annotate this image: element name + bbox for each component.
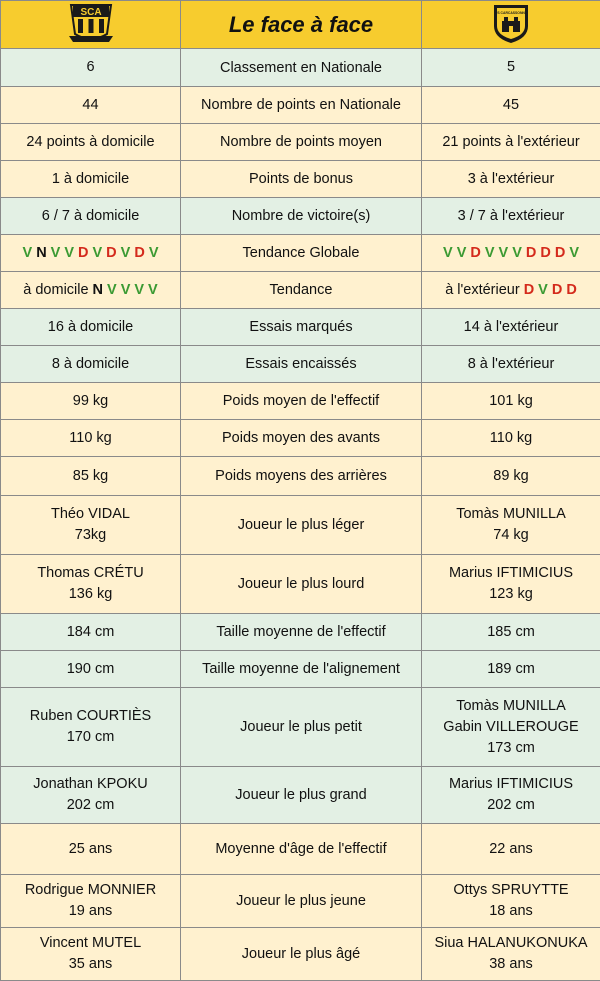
away-value: [422, 504, 600, 546]
home-value: [1, 839, 180, 860]
away-value-line: 110 kg: [490, 428, 532, 449]
home-value-line: 110 kg: [69, 428, 111, 449]
away-value: [422, 57, 600, 78]
stat-row: [1, 767, 600, 824]
away-value: [422, 622, 600, 643]
home-form: [1, 245, 180, 261]
away-cell: [422, 272, 600, 309]
form-prefix: à l'extérieur: [445, 282, 520, 298]
home-value-line: 25 ans: [69, 839, 113, 860]
home-value: [1, 317, 180, 338]
stat-row: [1, 346, 600, 383]
away-value: [422, 206, 600, 227]
home-value-line: 1 à domicile: [52, 169, 129, 190]
home-value: [1, 466, 180, 487]
form-result: V: [485, 245, 495, 261]
away-value-line: 3 / 7 à l'extérieur: [458, 206, 565, 227]
away-cell: [422, 124, 600, 161]
away-cell: [422, 87, 600, 124]
away-value-line: 8 à l'extérieur: [468, 354, 555, 375]
label-cell: [181, 161, 422, 198]
home-value-line: 44: [82, 95, 98, 116]
home-value: [1, 169, 180, 190]
away-value-line: 22 ans: [489, 839, 533, 860]
away-logo-cell: [422, 1, 600, 49]
label-cell: [181, 555, 422, 614]
form-result: N: [36, 245, 46, 261]
stat-row: [1, 875, 600, 928]
form-result: V: [121, 282, 131, 298]
home-value-line: 136 kg: [69, 584, 113, 605]
away-cell: [422, 383, 600, 420]
away-value-line: 5: [507, 57, 515, 78]
stat-label: Essais marqués: [181, 319, 421, 335]
stat-label: Taille moyenne de l'effectif: [181, 624, 421, 640]
form-result: V: [23, 245, 33, 261]
away-cell: [422, 614, 600, 651]
label-cell: [181, 198, 422, 235]
home-value: [1, 57, 180, 78]
page-title: Le face à face: [229, 12, 373, 37]
away-cell: [422, 235, 600, 272]
label-cell: [181, 457, 422, 496]
home-value-line: 24 points à domicile: [26, 132, 154, 153]
label-cell: [181, 87, 422, 124]
stat-label: Tendance Globale: [181, 245, 421, 261]
stat-row: [1, 161, 600, 198]
form-result: D: [540, 245, 550, 261]
stat-label: Tendance: [181, 282, 421, 298]
home-value-line: Vincent MUTEL: [40, 933, 141, 954]
home-value-line: 6: [86, 57, 94, 78]
stat-row: [1, 928, 600, 981]
away-value-line: 45: [503, 95, 519, 116]
away-value: [422, 659, 600, 680]
away-cell: [422, 161, 600, 198]
home-value-line: Jonathan KPOKU: [33, 774, 147, 795]
home-value-line: 99 kg: [73, 391, 108, 412]
stat-row: [1, 824, 600, 875]
away-value-line: 89 kg: [493, 466, 528, 487]
away-cell: [422, 457, 600, 496]
stat-row: [1, 272, 600, 309]
away-value: [422, 563, 600, 605]
home-cell: [1, 555, 181, 614]
home-cell: [1, 767, 181, 824]
form-result: V: [93, 245, 103, 261]
form-result: D: [552, 282, 562, 298]
form-result: V: [538, 282, 548, 298]
stat-row: [1, 651, 600, 688]
away-value-line: Marius IFTIMICIUS: [449, 774, 573, 795]
label-cell: [181, 688, 422, 767]
away-value-line: 74 kg: [493, 525, 528, 546]
stat-label: Joueur le plus jeune: [181, 893, 421, 909]
form-result: V: [149, 245, 159, 261]
form-result: V: [443, 245, 453, 261]
home-cell: [1, 824, 181, 875]
away-value-line: 38 ans: [489, 954, 533, 975]
stat-row: [1, 87, 600, 124]
home-value: [1, 880, 180, 922]
stat-label: Joueur le plus grand: [181, 787, 421, 803]
away-value-line: 101 kg: [489, 391, 533, 412]
stat-row: [1, 614, 600, 651]
form-result: D: [78, 245, 88, 261]
home-value: [1, 659, 180, 680]
home-value-line: 8 à domicile: [52, 354, 129, 375]
home-cell: [1, 346, 181, 383]
label-cell: [181, 614, 422, 651]
away-value: [422, 880, 600, 922]
stat-label: Points de bonus: [181, 171, 421, 187]
label-cell: [181, 928, 422, 981]
home-cell: [1, 457, 181, 496]
away-value-line: 18 ans: [489, 901, 533, 922]
home-value-line: 19 ans: [69, 901, 113, 922]
home-value: [1, 95, 180, 116]
home-value-line: 184 cm: [67, 622, 115, 643]
away-value-line: 173 cm: [487, 738, 535, 759]
away-value-line: 21 points à l'extérieur: [442, 132, 579, 153]
away-cell: [422, 875, 600, 928]
away-value-line: 123 kg: [489, 584, 533, 605]
away-value-line: Tomàs MUNILLA: [456, 696, 566, 717]
away-form: [422, 245, 600, 261]
away-value-line: 185 cm: [487, 622, 535, 643]
form-result: V: [64, 245, 74, 261]
away-value: [422, 774, 600, 816]
stat-label: Nombre de points en Nationale: [181, 97, 421, 113]
away-cell: [422, 49, 600, 87]
home-logo-cell: [1, 1, 181, 49]
stat-label: Joueur le plus petit: [181, 719, 421, 735]
home-cell: [1, 124, 181, 161]
away-value: [422, 428, 600, 449]
away-logo-text: US CARCASSONNE: [495, 11, 528, 15]
home-cell: [1, 496, 181, 555]
stat-row: [1, 309, 600, 346]
away-value-line: Ottys SPRUYTTE: [453, 880, 568, 901]
away-value: [422, 696, 600, 759]
home-cell: [1, 875, 181, 928]
away-value: [422, 132, 600, 153]
stat-label: Poids moyen de l'effectif: [181, 393, 421, 409]
form-prefix: à domicile: [23, 282, 88, 298]
label-cell: [181, 309, 422, 346]
away-cell: [422, 346, 600, 383]
stat-row: [1, 49, 600, 87]
away-cell: [422, 198, 600, 235]
away-value-line: Siua HALANUKONUKA: [434, 933, 587, 954]
stat-label: Nombre de victoire(s): [181, 208, 421, 224]
away-value-line: Gabin VILLEROUGE: [443, 717, 578, 738]
form-result: D: [524, 282, 534, 298]
away-value: [422, 933, 600, 975]
away-value: [422, 466, 600, 487]
stat-label: Essais encaissés: [181, 356, 421, 372]
away-club-logo: [491, 2, 531, 44]
home-cell: [1, 161, 181, 198]
away-value-line: 14 à l'extérieur: [464, 317, 559, 338]
form-result: V: [134, 282, 144, 298]
label-cell: [181, 235, 422, 272]
home-value-line: 6 / 7 à domicile: [42, 206, 140, 227]
label-cell: [181, 875, 422, 928]
away-cell: [422, 767, 600, 824]
home-value-line: Thomas CRÉTU: [37, 563, 143, 584]
home-value-line: 35 ans: [69, 954, 113, 975]
home-cell: [1, 420, 181, 457]
label-cell: [181, 767, 422, 824]
form-result: V: [51, 245, 61, 261]
home-value: [1, 428, 180, 449]
away-value-line: 3 à l'extérieur: [468, 169, 555, 190]
form-result: D: [555, 245, 565, 261]
stat-label: Nombre de points moyen: [181, 134, 421, 150]
form-result: V: [148, 282, 158, 298]
home-value: [1, 563, 180, 605]
away-form: [422, 282, 600, 298]
home-value-line: Ruben COURTIÈS: [30, 706, 151, 727]
form-result: D: [526, 245, 536, 261]
home-cell: [1, 235, 181, 272]
form-result: D: [470, 245, 480, 261]
home-value: [1, 706, 180, 748]
title-cell: [181, 1, 422, 49]
away-cell: [422, 309, 600, 346]
form-result: V: [499, 245, 509, 261]
away-value: [422, 95, 600, 116]
home-cell: [1, 688, 181, 767]
form-result: V: [569, 245, 579, 261]
home-value-line: 170 cm: [67, 727, 115, 748]
header-row: [1, 1, 600, 49]
label-cell: [181, 272, 422, 309]
home-cell: [1, 49, 181, 87]
away-value: [422, 169, 600, 190]
home-cell: [1, 651, 181, 688]
stat-label: Moyenne d'âge de l'effectif: [181, 841, 421, 857]
form-result: V: [107, 282, 117, 298]
home-cell: [1, 309, 181, 346]
home-value: [1, 132, 180, 153]
home-cell: [1, 198, 181, 235]
stat-row: [1, 457, 600, 496]
form-result: D: [106, 245, 116, 261]
stat-label: Joueur le plus lourd: [181, 576, 421, 592]
away-value: [422, 839, 600, 860]
away-value-line: 202 cm: [487, 795, 535, 816]
stat-label: Taille moyenne de l'alignement: [181, 661, 421, 677]
stat-row: [1, 235, 600, 272]
label-cell: [181, 383, 422, 420]
home-logo-text: SCA: [80, 7, 101, 18]
home-cell: [1, 383, 181, 420]
home-value: [1, 933, 180, 975]
label-cell: [181, 49, 422, 87]
stat-row: [1, 496, 600, 555]
label-cell: [181, 824, 422, 875]
stat-row: [1, 198, 600, 235]
home-value: [1, 206, 180, 227]
away-value-line: Tomàs MUNILLA: [456, 504, 566, 525]
stat-row: [1, 688, 600, 767]
form-result: D: [566, 282, 576, 298]
away-cell: [422, 651, 600, 688]
away-cell: [422, 496, 600, 555]
stat-row: [1, 383, 600, 420]
home-value: [1, 622, 180, 643]
stat-label: Poids moyens des arrières: [181, 468, 421, 484]
stat-label: Classement en Nationale: [181, 60, 421, 76]
stat-row: [1, 555, 600, 614]
stat-row: [1, 420, 600, 457]
home-value: [1, 504, 180, 546]
form-result: N: [93, 282, 103, 298]
stat-label: Joueur le plus léger: [181, 517, 421, 533]
home-cell: [1, 272, 181, 309]
form-result: V: [512, 245, 522, 261]
home-value-line: 16 à domicile: [48, 317, 133, 338]
home-cell: [1, 614, 181, 651]
label-cell: [181, 346, 422, 383]
home-cell: [1, 928, 181, 981]
stat-label: Poids moyen des avants: [181, 430, 421, 446]
form-result: V: [457, 245, 467, 261]
away-cell: [422, 824, 600, 875]
home-value: [1, 354, 180, 375]
home-value-line: 85 kg: [73, 466, 108, 487]
away-cell: [422, 420, 600, 457]
home-value-line: 73kg: [75, 525, 106, 546]
label-cell: [181, 651, 422, 688]
away-value: [422, 391, 600, 412]
home-value-line: 202 cm: [67, 795, 115, 816]
label-cell: [181, 496, 422, 555]
form-result: D: [134, 245, 144, 261]
away-value-line: Marius IFTIMICIUS: [449, 563, 573, 584]
home-form: [1, 282, 180, 298]
away-value: [422, 354, 600, 375]
home-value-line: Théo VIDAL: [51, 504, 130, 525]
label-cell: [181, 420, 422, 457]
away-cell: [422, 688, 600, 767]
home-value-line: 190 cm: [67, 659, 115, 680]
stat-row: [1, 124, 600, 161]
away-cell: [422, 928, 600, 981]
away-value-line: 189 cm: [487, 659, 535, 680]
home-value-line: Rodrigue MONNIER: [25, 880, 156, 901]
away-cell: [422, 555, 600, 614]
label-cell: [181, 124, 422, 161]
stat-label: Joueur le plus âgé: [181, 946, 421, 962]
away-value: [422, 317, 600, 338]
form-result: V: [121, 245, 131, 261]
home-club-logo: [65, 2, 117, 44]
home-cell: [1, 87, 181, 124]
home-value: [1, 391, 180, 412]
home-value: [1, 774, 180, 816]
